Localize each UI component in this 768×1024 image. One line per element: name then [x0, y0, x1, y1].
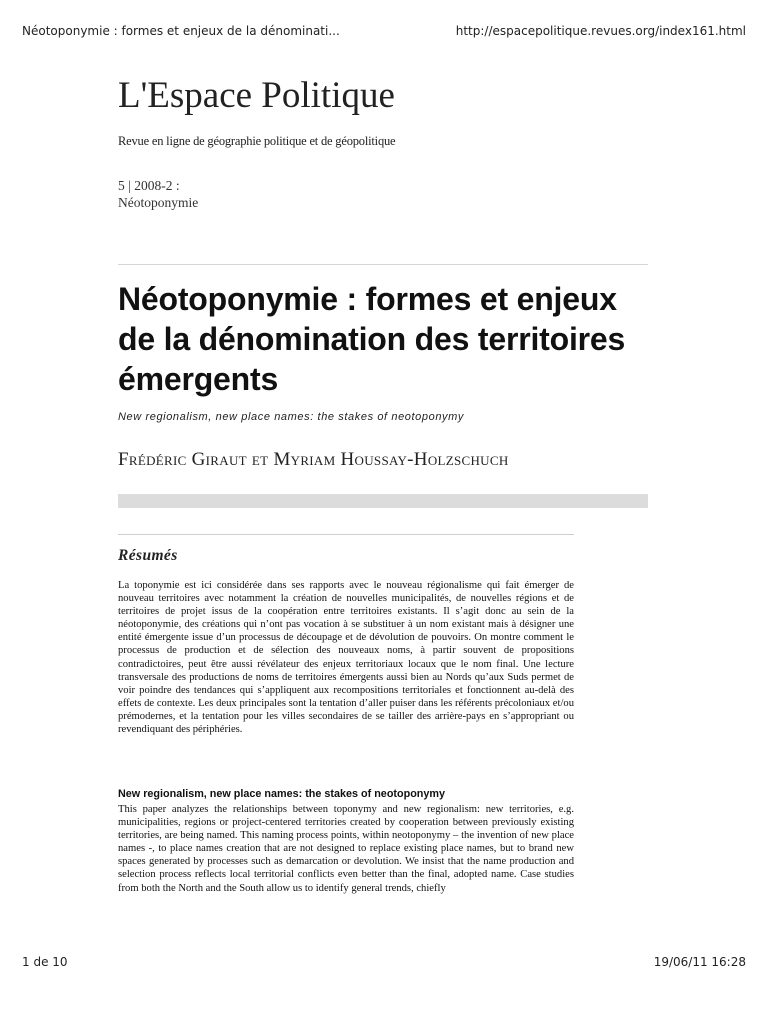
site-title-link[interactable]: L'Espace Politique	[118, 75, 395, 116]
site-subtitle: Revue en ligne de géographie politique et de géopolitique	[118, 134, 396, 148]
article-title: Néotoponymie : formes et enjeux de la dénomination des territoires émergents	[118, 281, 626, 397]
issue-info	[118, 177, 198, 211]
page-counter: 1 de 10	[22, 955, 68, 969]
print-page-title: Néotoponymie : formes et enjeux de la dénominati...	[22, 24, 340, 38]
print-datetime: 19/06/11 16:28	[653, 955, 746, 969]
abstracts-heading: Résumés	[118, 547, 178, 564]
article-alt-title: New regionalism, new place names: the stakes of neotoponymy	[118, 411, 465, 423]
issue-theme-link[interactable]: Néotoponymie	[118, 195, 199, 210]
issue-number-link[interactable]: 5 | 2008-2 :	[118, 178, 180, 193]
separator-bar	[118, 494, 648, 508]
print-page-url: http://espacepolitique.revues.org/index161.html	[455, 24, 746, 38]
article-authors[interactable]: Frédéric Giraut et Myriam Houssay-Holzschuch	[118, 449, 509, 470]
print-header	[22, 24, 746, 40]
abstract-french: La toponymie est ici considérée dans ses rapports avec le nouveau régionalisme qui fait émerger de nouveau territoires avec notamment la création de nouvelles municipalités, de nouvelles régions et de territoires de projet issus de la coopération entre territoires existants. Il s’agit donc au sein de la néotoponymie, des créations qui n’ont pas vocation à se substituer à un nom existant mais à désigner une entité émergente issue d’un processus de découpage et de dévolution de pouvoirs. On montre comment le processus de production et de sélection des nouveaux noms, à partir souvent de propositions contradictoires, peut être aussi révélateur des enjeux territoriaux locaux que le nom final. Une lecture transversale des productions de noms de territoires émergents aussi bien au Nords qu’aux Suds permet de voir poindre des tendances qui s’appliquent aux recompositions territoriales et fonctionnent au-delà des effets de contexte. Les deux principales sont la tentation d’aller puiser dans les référents précoloniaux et/ou prémodernes, et la tentation pour les villes secondaires de se tailler des arrière-pays en s’appropriant ou revendiquant des périphéries.	[118, 580, 574, 736]
divider	[118, 534, 574, 535]
divider	[118, 264, 648, 265]
abstract-english: This paper analyzes the relationships between toponymy and new regionalism: new territories, e.g. municipalities, regions or project-centered territories created by cooperation between previously existing territories, are being named. This naming process points, within neotoponymy – the invention of new place names -, to place names creation that are not designed to replace existing place names, but to brand new spaces generated by processes such as demarcation or devolution. We insist that the name production and selection process reflects local territorial conflicts even better than the final, adopted name. Case studies from both the North and the South allow us to identify general trends, chiefly	[118, 804, 574, 894]
abstract-english-title: New regionalism, new place names: the stakes of neotoponymy	[118, 788, 445, 800]
